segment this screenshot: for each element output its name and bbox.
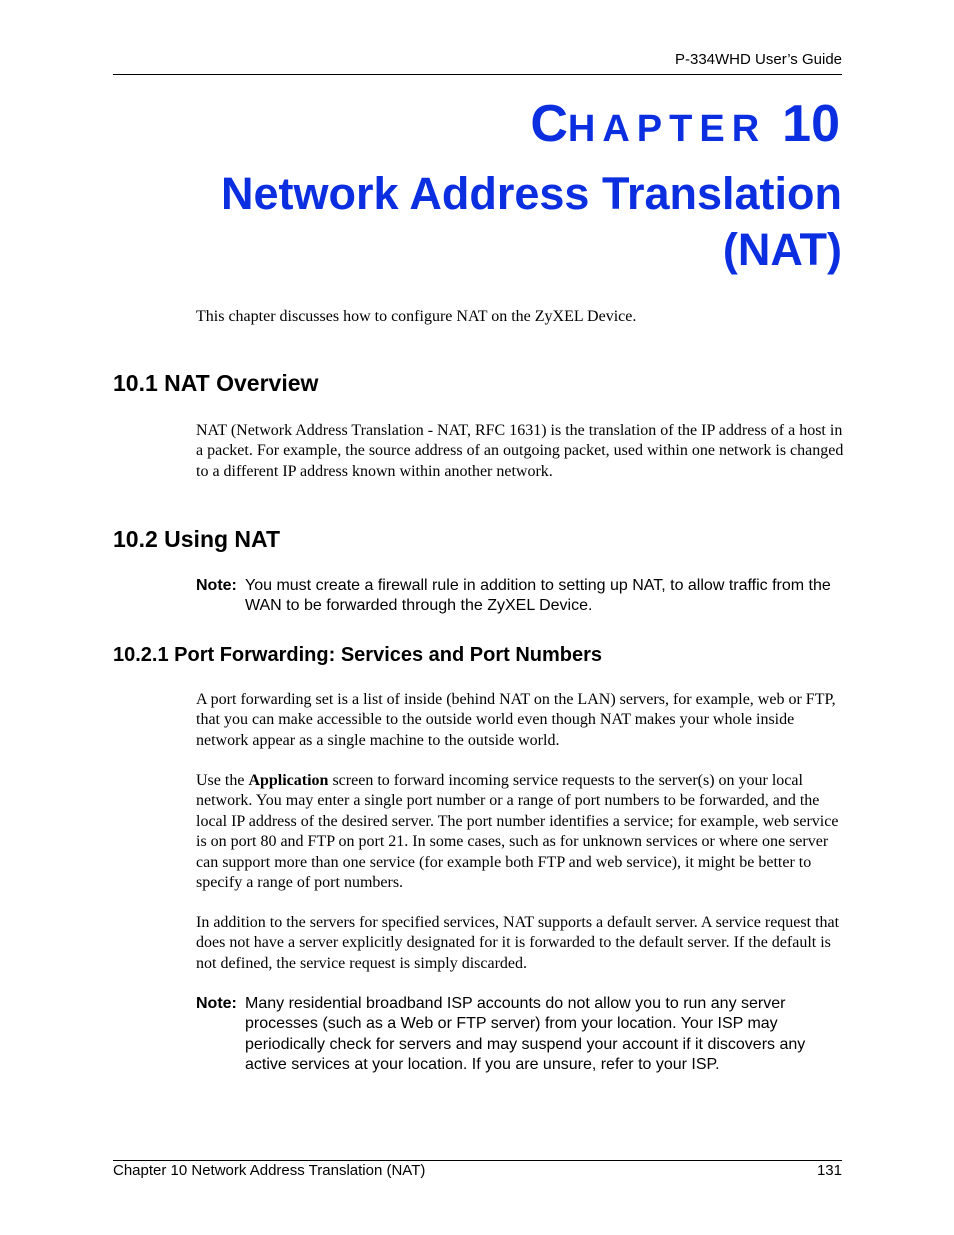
section-10-2-1-paragraph-3: In addition to the servers for specified services, NAT supports a default server. A service request that does not have a server explicitly designated for it is forwarded to the default server. If the default is not defined, the service request is simply discarded. [196,914,840,972]
header-rule [113,74,842,75]
footer-rule [113,1160,842,1161]
section-10-2-1-heading: 10.2.1 Port Forwarding: Services and Port Numbers [113,644,603,666]
footer-chapter-title: Chapter 10 Network Address Translation (NAT) [113,1162,426,1179]
application-term: Application [248,772,329,789]
header-guide-title: P-334WHD User’s Guide [675,51,842,68]
para2-text-end: screen to forward incoming service requests to the server(s) on your local network. You may enter a single port number or a range of port numbers to be forwarded, and the local IP address of the desired server. The port number identifies a service; for example, web service is on port 80 and FTP on port 21. In some cases, such as for unknown services or where one server can support more than one service (for example both FTP and web service), it might be better to specify a range of port numbers. [196,772,839,892]
para2-text-start: Use the [196,772,249,789]
chapter-label-initial: C [530,95,568,153]
chapter-number: 10 [782,95,840,153]
section-10-1-paragraph: NAT (Network Address Translation - NAT, RFC 1631) is the translation of the IP address of a host in a packet. For example, the source address of an outgoing packet, used within one network is changed to a different IP address known within another network. [196,422,844,480]
note-label: Note: [196,577,237,594]
section-10-2-1-paragraph-2 [196,771,846,893]
note-label: Note: [196,995,237,1012]
note-firewall [196,576,846,617]
note-text: Many residential broadband ISP accounts do not allow you to run any server processes (such as a Web or FTP server) from your location. Your ISP may periodically check for servers and may suspend your account if it discovers any active services at your location. If you are unsure, refer to your ISP. [245,995,806,1074]
chapter-label-rest: HAPTER [567,108,767,150]
section-10-1-heading: 10.1 NAT Overview [113,370,319,396]
note-text: You must create a firewall rule in addition to setting up NAT, to allow traffic from the WAN to be forwarded through the ZyXEL Device. [245,577,831,615]
chapter-label [300,95,840,153]
intro-paragraph: This chapter discusses how to configure NAT on the ZyXEL Device. [196,308,637,325]
chapter-title-line-1: Network Address Translation [221,168,842,219]
chapter-title-line-2: (NAT) [722,224,842,275]
note-isp [196,994,846,1076]
section-10-2-1-paragraph-1: A port forwarding set is a list of inside (behind NAT on the LAN) servers, for example, web or FTP, that you can make accessible to the outside world even though NAT makes your whole inside network appear as a single machine to the outside world. [196,691,836,749]
footer-page-number: 131 [816,1162,842,1179]
section-10-2-heading: 10.2 Using NAT [113,526,280,552]
chapter-title [150,166,842,278]
